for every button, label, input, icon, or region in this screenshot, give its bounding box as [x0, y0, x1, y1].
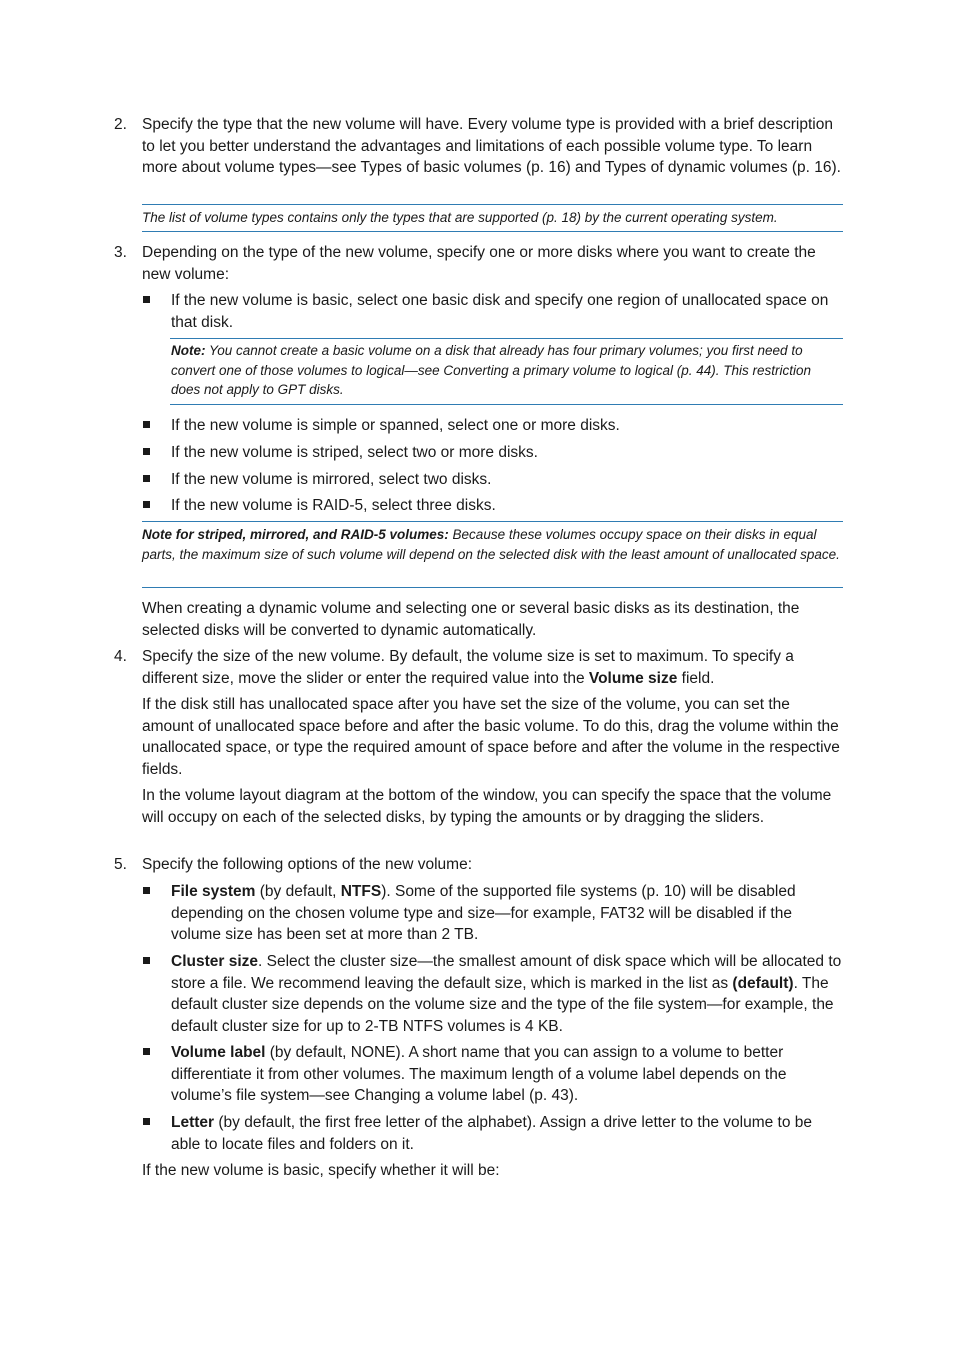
- bullet-icon: [143, 448, 150, 455]
- bullet-cluster-size: [171, 951, 843, 1037]
- ui-term: Letter: [171, 1114, 215, 1131]
- note-lead: Note:: [171, 343, 206, 358]
- bullet-item: If the new volume is RAID-5, select three disks.: [171, 497, 496, 514]
- bullet-icon: [143, 501, 150, 508]
- note-lead: Note for striped, mirrored, and RAID-5 volumes:: [142, 527, 449, 542]
- bullet-basic: If the new volume is basic, select one basic disk and specify one region of unallocated space on that disk.: [171, 292, 829, 331]
- bullet-icon: [143, 475, 150, 482]
- step-5-text: Specify the following options of the new volume:: [142, 856, 472, 873]
- step-number: 4.: [114, 648, 127, 665]
- bullet-item: If the new volume is mirrored, select two disks.: [171, 471, 492, 488]
- bullet-item: If the new volume is striped, select two or more disks.: [171, 444, 538, 461]
- step-3-text: Depending on the type of the new volume, specify one or more disks where you want to create the new volume:: [142, 244, 816, 283]
- ui-term: (default): [732, 974, 794, 992]
- note-text: The list of volume types contains only the types that are supported (p. 18) by the current operating system.: [142, 210, 778, 225]
- bullet-icon: [143, 296, 150, 303]
- note-box: [170, 338, 843, 405]
- step-4-text: [142, 646, 842, 689]
- text-run: . Select the cluster size—the smallest amount of disk space which will be allocated to store a file. We recommend leaving the default size, which is marked in the list as: [171, 953, 842, 992]
- bullet-file-system: [171, 881, 843, 946]
- ui-term: Cluster size: [171, 953, 259, 970]
- text-run: . The default cluster size depends on the volume size and the type of the file system—for example, the default cluster size for up to 2-TB NTFS volumes is 4 KB.: [171, 974, 834, 1035]
- ui-term: Volume size: [588, 669, 678, 687]
- note-text: Because these volumes occupy space on their disks in equal parts, the maximum size of such volume will depend on the selected disk with the least amount of unallocated space.: [142, 527, 840, 562]
- bullet-icon: [143, 1118, 150, 1125]
- paragraph: If the new volume is basic, specify whether it will be:: [142, 1162, 500, 1179]
- step-2-text: Specify the type that the new volume will have. Every volume type is provided with a brief description to let you better understand the advantages and limitations of each possible volume type. To learn more about volume types—see Types of basic volumes (p. 16) and Types of dynamic volumes (p. 16).: [142, 116, 841, 176]
- text-run: ). Some of the supported file systems (p. 10) will be disabled depending on the chosen volume type and size—for example, FAT32 will be disabled if the volume size has been set at more than 2 TB.: [171, 883, 796, 943]
- note-box: [142, 204, 843, 232]
- text-run: (by default, NONE). A short name that you can assign to a volume to better differentiate it from other volumes. The maximum length of a volume label depends on the volume’s file system—see Changing a volume label (p. 43).: [171, 1044, 787, 1104]
- step-number: 3.: [114, 244, 127, 261]
- ui-term: File system: [171, 883, 256, 900]
- bullet-item: If the new volume is simple or spanned, select one or more disks.: [171, 417, 620, 434]
- step-number: 5.: [114, 856, 127, 873]
- bullet-volume-label: [171, 1042, 843, 1107]
- text-run: (by default, the first free letter of the alphabet). Assign a drive letter to the volume to be able to locate files and folders on it.: [171, 1114, 813, 1153]
- bullet-icon: [143, 421, 150, 428]
- paragraph: If the disk still has unallocated space after you have set the size of the volume, you can set the amount of unallocated space before and after the basic volume. To do this, drag the volume within the unallocated space, or type the required amount of space before and after the volume in the respective fields.: [142, 696, 840, 778]
- bullet-icon: [143, 1048, 150, 1055]
- paragraph: In the volume layout diagram at the bottom of the window, you can specify the space that the volume will occupy on each of the selected disks, by typing the amounts or by dragging the sliders.: [142, 787, 832, 826]
- bullet-letter: [171, 1112, 843, 1155]
- text-run: Specify the size of the new volume. By default, the volume size is set to maximum. To specify a different size, move the slider or enter the required value into the: [142, 648, 794, 687]
- bullet-icon: [143, 957, 150, 964]
- text-run: (by default,: [255, 883, 341, 900]
- text-run: field.: [677, 669, 715, 687]
- step-number: 2.: [114, 116, 127, 133]
- bullet-icon: [143, 887, 150, 894]
- ui-term: Volume label: [171, 1044, 266, 1061]
- paragraph: When creating a dynamic volume and selecting one or several basic disks as its destination, the selected disks will be converted to dynamic automatically.: [142, 600, 800, 639]
- note-text: You cannot create a basic volume on a disk that already has four primary volumes; you first need to convert one of those volumes to logical—see Converting a primary volume to logical (p. 44). This restriction does not apply to GPT disks.: [171, 343, 812, 397]
- ui-term: NTFS: [340, 883, 382, 900]
- note-box: [142, 521, 843, 588]
